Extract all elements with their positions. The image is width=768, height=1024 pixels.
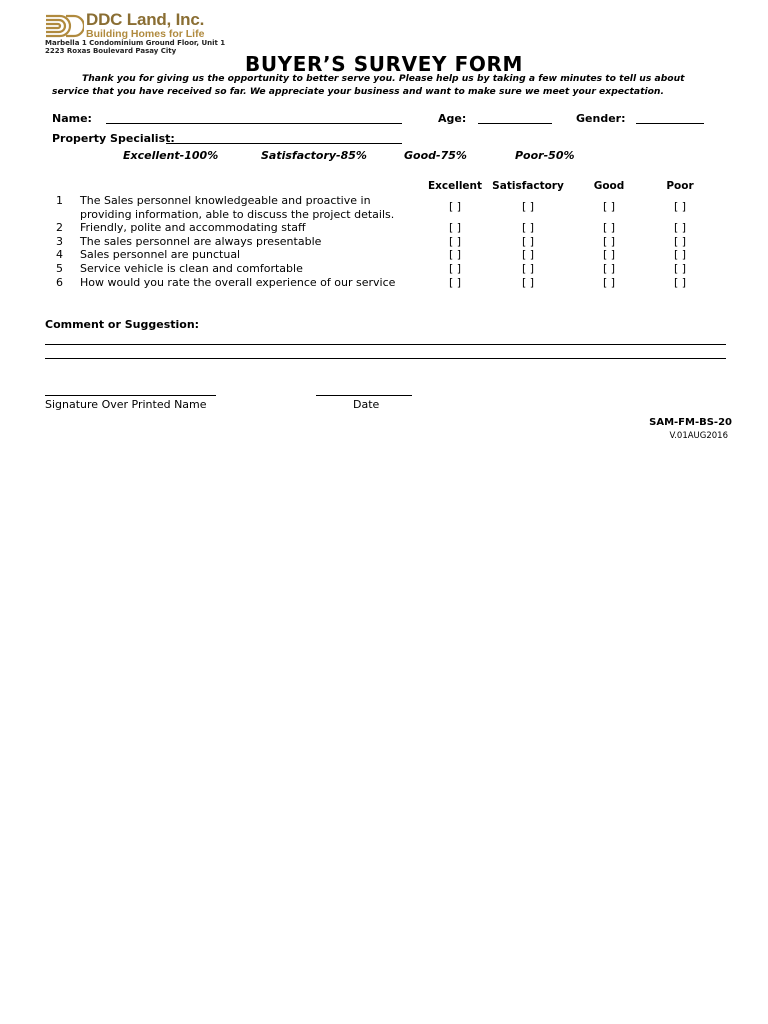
scale-satisfactory: Satisfactory-85% [261, 149, 367, 162]
company-tagline: Building Homes for Life [86, 28, 205, 40]
column-header-good: Good [593, 180, 625, 192]
checkbox-q5-satisfactory[interactable]: [ ] [521, 262, 535, 275]
specialist-field[interactable] [166, 143, 402, 144]
checkbox-q6-satisfactory[interactable]: [ ] [521, 276, 535, 289]
question-number: 3 [56, 235, 63, 248]
date-label: Date [353, 398, 380, 411]
checkbox-q3-poor[interactable]: [ ] [673, 235, 687, 248]
comment-label: Comment or Suggestion: [45, 318, 200, 331]
question-number: 2 [56, 221, 63, 234]
form-version: V.01AUG2016 [669, 431, 728, 441]
name-field[interactable] [106, 123, 402, 124]
company-name: DDC Land, Inc. [86, 10, 205, 29]
question-text: The sales personnel are always presentable [80, 235, 322, 248]
checkbox-q6-poor[interactable]: [ ] [673, 276, 687, 289]
signature-label: Signature Over Printed Name [45, 398, 207, 411]
form-title: BUYER’S SURVEY FORM [245, 52, 523, 76]
checkbox-q3-satisfactory[interactable]: [ ] [521, 235, 535, 248]
scale-excellent: Excellent-100% [123, 149, 219, 162]
intro-paragraph: Thank you for giving us the opportunity to better serve you. Please help us by taking a few minutes to tell us about service that you have received so far. We appreciate your business and want to make sure we meet your expectation. [52, 73, 685, 97]
checkbox-q1-satisfactory[interactable]: [ ] [521, 200, 535, 213]
address-line-2: 2223 Roxas Boulevard Pasay City [45, 47, 177, 55]
checkbox-q2-good[interactable]: [ ] [602, 221, 616, 234]
question-number: 6 [56, 276, 63, 289]
column-header-satisfactory: Satisfactory [492, 180, 564, 192]
checkbox-q5-good[interactable]: [ ] [602, 262, 616, 275]
checkbox-q4-good[interactable]: [ ] [602, 248, 616, 261]
checkbox-q5-excellent[interactable]: [ ] [448, 262, 462, 275]
checkbox-q4-excellent[interactable]: [ ] [448, 248, 462, 261]
checkbox-q6-good[interactable]: [ ] [602, 276, 616, 289]
comment-line-2[interactable] [45, 358, 726, 359]
scale-good: Good-75% [404, 149, 467, 162]
signature-field[interactable] [45, 395, 216, 396]
ddc-logo-icon [44, 13, 84, 39]
checkbox-q1-good[interactable]: [ ] [602, 200, 616, 213]
form-code: SAM-FM-BS-20 [649, 417, 732, 428]
checkbox-q5-poor[interactable]: [ ] [673, 262, 687, 275]
checkbox-q1-poor[interactable]: [ ] [673, 200, 687, 213]
checkbox-q2-poor[interactable]: [ ] [673, 221, 687, 234]
checkbox-q4-satisfactory[interactable]: [ ] [521, 248, 535, 261]
question-text: Service vehicle is clean and comfortable [80, 262, 303, 275]
date-field[interactable] [316, 395, 412, 396]
checkbox-q2-satisfactory[interactable]: [ ] [521, 221, 535, 234]
checkbox-q1-excellent[interactable]: [ ] [448, 200, 462, 213]
checkbox-q3-good[interactable]: [ ] [602, 235, 616, 248]
specialist-label: Property Specialist: [52, 132, 175, 145]
scale-poor: Poor-50% [515, 149, 575, 162]
question-text: The Sales personnel knowledgeable and proactive in providing information, able to discuss the project details. [80, 194, 395, 221]
age-label: Age: [438, 112, 467, 125]
question-text: Sales personnel are punctual [80, 248, 241, 261]
address-line-1: Marbella 1 Condominium Ground Floor, Unit 1 [45, 39, 226, 47]
column-header-poor: Poor [666, 180, 694, 192]
question-number: 5 [56, 262, 63, 275]
question-number: 4 [56, 248, 63, 261]
name-label: Name: [52, 112, 92, 125]
question-number: 1 [56, 194, 63, 207]
intro-text [52, 73, 712, 98]
column-header-excellent: Excellent [427, 180, 483, 192]
comment-line-1[interactable] [45, 344, 726, 345]
question-text: Friendly, polite and accommodating staff [80, 221, 306, 234]
checkbox-q2-excellent[interactable]: [ ] [448, 221, 462, 234]
gender-field[interactable] [636, 123, 704, 124]
checkbox-q4-poor[interactable]: [ ] [673, 248, 687, 261]
age-field[interactable] [478, 123, 552, 124]
question-text: How would you rate the overall experience of our service [80, 276, 396, 289]
checkbox-q6-excellent[interactable]: [ ] [448, 276, 462, 289]
checkbox-q3-excellent[interactable]: [ ] [448, 235, 462, 248]
gender-label: Gender: [576, 112, 626, 125]
